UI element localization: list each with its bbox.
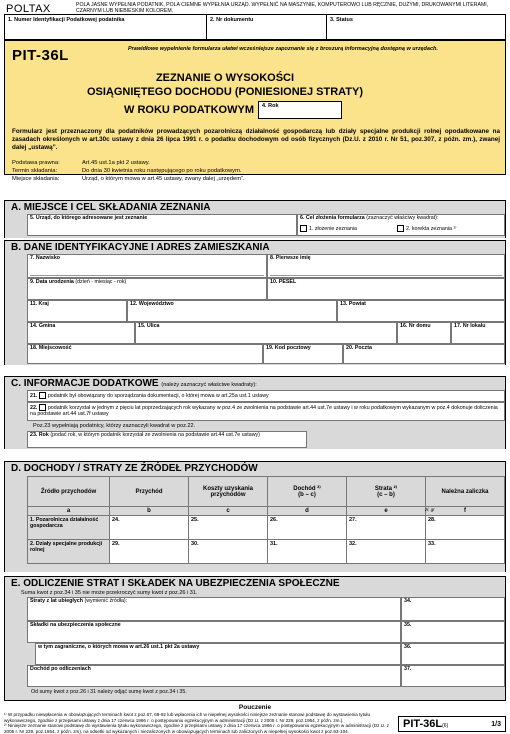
country-label: 11. Kraj xyxy=(30,301,49,307)
cell-number: 28. xyxy=(428,517,436,523)
title-line-3: W ROKU PODATKOWYM xyxy=(124,104,254,116)
pesel-field[interactable] xyxy=(267,278,505,300)
section-c-note: (należy zaznaczyć właściwe kwadraty): xyxy=(161,382,257,388)
street-field[interactable] xyxy=(135,322,397,344)
first-name-label: 8. Pierwsze imię xyxy=(270,255,311,261)
nip-field[interactable] xyxy=(5,15,207,39)
section-c-heading: C. INFORMACJE DODATKOWE xyxy=(11,378,159,389)
nip-label: 1. Numer Identyfikacji Podatkowej podatnika xyxy=(8,17,125,23)
birth-date-field[interactable] xyxy=(27,278,267,300)
row-label: 2. Działy specjalne produkcji rolnej xyxy=(28,540,110,564)
info-21-number: 21. xyxy=(30,392,38,399)
status-label: 3. Status xyxy=(330,17,353,23)
col-advance: Należna zaliczka xyxy=(426,477,505,507)
cell-number: 29. xyxy=(112,541,120,547)
col-income xyxy=(268,477,347,507)
purpose-note: (zaznaczyć właściwy kwadrat): xyxy=(366,215,439,221)
section-b-body xyxy=(4,253,506,365)
currency-unit: zł, gr xyxy=(425,507,435,512)
income-table xyxy=(27,476,505,564)
field-35-number: 35. xyxy=(404,622,412,628)
cell-28[interactable] xyxy=(426,516,505,540)
first-name-field[interactable] xyxy=(267,254,505,278)
cell-number: 32. xyxy=(349,541,357,547)
section-d-body xyxy=(4,474,506,572)
info-22-text: podatnik korzystał w jednym z pięciu lat poprzedzających rok wykazany w poz.4 ze zwolnienia na podstawie art.44 ust.7e ustawy i w roku podatkowym wykazanym w poz.4 dokonuje doliczenia na podstawie art.44 ust.7f ustawy xyxy=(30,404,498,417)
year-label: 4. Rok xyxy=(262,103,279,109)
col-source: Źródło przychodów xyxy=(28,477,110,507)
cell-number: 30. xyxy=(191,541,199,547)
letter-d: d xyxy=(268,507,347,516)
legal-value: Art.45 ust.1a pkt 2 ustawy. xyxy=(82,160,150,166)
city-field[interactable] xyxy=(27,344,263,364)
cell-number: 26. xyxy=(270,517,278,523)
col-costs: Koszty uzyskania przychodów xyxy=(189,477,268,507)
postal-code-field[interactable] xyxy=(263,344,343,364)
col-revenue: Przychód xyxy=(110,477,189,507)
net-income-label-cell xyxy=(27,665,401,687)
footer-version: (6) xyxy=(442,723,449,729)
footnote-2: ²⁾ Niniejsze zeznanie stanowi podstawę do wystawienia tytułu wykonawczego, zgodnie z przepisami ustawy z dnia 17 czerwca 1966 r. o postępowaniu egzekucyjnym w administracji (Dz.U. z 2005 r. Nr 229, poz.1954, z późn. zm), na odsetki od wykazanych i niezaliczonych w obowiązujących terminach lub zaliczonych w niepełnej wysokości kwot z poz.93-104. xyxy=(4,723,389,734)
office-field[interactable] xyxy=(27,214,297,236)
instructions-heading: Pouczenie xyxy=(238,704,272,711)
row-label: 1. Pozarolnicza działalność gospodarcza xyxy=(28,516,110,540)
street-label: 15. Ulica xyxy=(138,323,160,329)
form-header-panel xyxy=(4,40,506,175)
checkbox-icon[interactable] xyxy=(397,225,404,232)
section-e-bottom-note: Od sumy kwot z poz.26 i 31 należy odjąć sumę kwot z poz.34 i 35. xyxy=(31,689,187,695)
intro-text: Formularz jest przeznaczony dla podatników prowadzących pozarolniczą działalność gospodarczą lub działy specjalne produkcji rolnej opodatkowane na zasadach określonych w art.30c ustawy z dnia 26 lipca 1991 r. o podatku dochodowym od osób fizycznych (Dz.U. z 2010 r. Nr 51, poz.307, z późn. zm.), zwanej dalej „ustawą”. xyxy=(12,128,500,151)
legal-value: Urząd, o którym mowa w art.45 ustawy, zwany dalej „urzędem”. xyxy=(82,175,245,182)
pesel-label: 10. PESEL xyxy=(270,279,297,285)
option-submit-label: 1. złożenie zeznania xyxy=(309,225,357,232)
cell-26[interactable] xyxy=(268,516,347,540)
section-a-body xyxy=(4,213,506,238)
checkbox-icon[interactable] xyxy=(39,392,46,399)
purpose-field xyxy=(297,214,505,236)
purpose-label: 6. Cel złożenia formularza xyxy=(300,215,365,221)
losses-label-cell xyxy=(27,597,401,621)
field-34[interactable] xyxy=(401,597,505,621)
foreign-label-cell xyxy=(35,643,401,665)
cell-30[interactable] xyxy=(189,540,268,564)
info-22-number: 22. xyxy=(30,404,38,411)
house-number-label: 16. Nr domu xyxy=(400,323,431,329)
section-b-heading: B. DANE IDENTYFIKACYJNE I ADRES ZAMIESZKANIA xyxy=(11,242,270,253)
cell-27[interactable] xyxy=(347,516,426,540)
doc-number-field[interactable] xyxy=(207,15,327,39)
table-row xyxy=(28,516,505,540)
letter-c: c xyxy=(189,507,268,516)
field-36[interactable] xyxy=(401,643,505,665)
county-field[interactable] xyxy=(337,300,505,322)
field-37-number: 37. xyxy=(404,666,412,672)
form-note: Prawidłowe wypełnienie formularza ułatwi wcześniejsze zapoznanie się z broszurą informacyjną dostępną w urzędach. xyxy=(128,46,438,52)
info-23-label: 23. Rok xyxy=(30,432,49,438)
letter-b: b xyxy=(110,507,189,516)
cell-number: 24. xyxy=(112,517,120,523)
birth-date-note: (dzień - miesiąc - rok) xyxy=(75,279,127,285)
surname-field[interactable] xyxy=(27,254,267,278)
foreign-label: w tym zagraniczne, o których mowa w art.26 ust.1 pkt 2a ustawy xyxy=(38,644,200,650)
country-field[interactable] xyxy=(27,300,127,322)
letter-e: e xyxy=(347,507,426,516)
legal-key: Podstawa prawna: xyxy=(12,160,60,166)
col-loss-label: Strata ²⁾ xyxy=(374,486,398,492)
field-34-number: 34. xyxy=(404,598,412,604)
cell-number: 33. xyxy=(428,541,436,547)
birth-date-label: 9. Data urodzenia xyxy=(30,279,74,285)
post-office-field[interactable] xyxy=(343,344,505,364)
legal-info xyxy=(12,160,500,183)
brand-logo: POLTAX xyxy=(6,3,51,15)
section-e-body xyxy=(4,596,506,701)
title-line-2: OSIĄGNIĘTEGO DOCHODU (PONIESIONEJ STRATY) xyxy=(86,86,364,98)
info-23-field[interactable] xyxy=(27,431,307,448)
section-e-title xyxy=(4,576,506,598)
section-e-note: Suma kwot z poz.34 i 35 nie może przekroczyć sumy kwot z poz.26 i 31. xyxy=(21,590,198,596)
municipality-label: 14. Gmina xyxy=(30,323,56,329)
section-c-body xyxy=(4,389,506,449)
cell-number: 25. xyxy=(191,517,199,523)
voivodeship-label: 12. Województwo xyxy=(130,301,174,307)
footer-code: PIT-36L xyxy=(403,718,443,730)
option-correct[interactable] xyxy=(397,225,456,233)
info-22-row[interactable] xyxy=(27,402,505,421)
apartment-number-label: 17. Nr lokalu xyxy=(454,323,486,329)
section-a-heading: A. MIEJSCE I CEL SKŁADANIA ZEZNANIA xyxy=(11,202,211,213)
field-37[interactable] xyxy=(401,665,505,687)
col-loss xyxy=(347,477,426,507)
field-36-number: 36. xyxy=(404,644,412,650)
year-field[interactable] xyxy=(258,101,342,119)
table-row xyxy=(28,540,505,564)
surname-label: 7. Nazwisko xyxy=(30,255,61,261)
municipality-field[interactable] xyxy=(27,322,135,344)
cell-number: 27. xyxy=(349,517,357,523)
cell-29[interactable] xyxy=(110,540,189,564)
postal-code-label: 19. Kod pocztowy xyxy=(266,345,311,351)
field-35[interactable] xyxy=(401,621,505,643)
info-23-note: (podać rok, w którym podatnik korzystał ze zwolnienia na podstawie art.44 ust.7e ustawy) xyxy=(50,432,260,438)
section-d-heading: D. DOCHODY / STRATY ZE ŹRÓDEŁ PRZYCHODÓW xyxy=(11,463,258,474)
doc-number-label: 2. Nr dokumentu xyxy=(210,17,254,23)
letter-f: f xyxy=(426,507,505,516)
legal-key: Miejsce składania: xyxy=(12,175,60,182)
cell-32[interactable] xyxy=(347,540,426,564)
info-22-note: Poz.23 wypełniają podatnicy, którzy zaznaczyli kwadrat w poz.22. xyxy=(33,423,196,429)
option-submit[interactable] xyxy=(300,225,357,233)
header-box xyxy=(4,14,506,40)
option-correct-label: 2. korekta zeznania ¹⁾ xyxy=(406,225,457,232)
col-income-sub: (b – c) xyxy=(298,492,316,498)
house-number-field[interactable] xyxy=(397,322,451,344)
info-21-text: podatnik był obowiązany do sporządzania dokumentacji, o której mowa w art.25a ust.1 ustawy xyxy=(47,392,269,399)
top-instruction: POLA JASNE WYPEŁNIA PODATNIK, POLA CIEMNE WYPEŁNIA URZĄD. WYPEŁNIĆ NA MASZYNIE, KOMPUTEROWO LUB RĘCZNIE, DUŻYMI, DRUKOWANYMI LITERAMI, CZARNYM LUB NIEBIESKIM KOLOREM. xyxy=(76,2,489,15)
footnotes xyxy=(4,712,392,734)
col-income-label: Dochód ²⁾ xyxy=(293,486,321,492)
voivodeship-field[interactable] xyxy=(127,300,337,322)
title-line-1: ZEZNANIE O WYSOKOŚCI xyxy=(155,72,295,84)
cell-33[interactable] xyxy=(426,540,505,564)
legal-value: Do dnia 30 kwietnia roku następującego po roku podatkowym. xyxy=(82,167,242,174)
county-label: 13. Powiat xyxy=(340,301,366,307)
cell-25[interactable] xyxy=(189,516,268,540)
cell-number: 31. xyxy=(270,541,278,547)
office-label: 5. Urząd, do którego adresowane jest zeznanie xyxy=(30,215,148,221)
checkbox-icon[interactable] xyxy=(300,225,307,232)
status-field[interactable] xyxy=(327,15,505,39)
contributions-label-cell xyxy=(27,621,401,643)
footer-form-code xyxy=(398,716,506,732)
net-income-label: Dochód po odliczeniach xyxy=(30,666,91,672)
contributions-label: Składki na ubezpieczenia społeczne xyxy=(30,622,121,628)
city-label: 18. Miejscowość xyxy=(30,345,72,351)
col-loss-sub: (c – b) xyxy=(377,492,395,498)
losses-label: Straty z lat ubiegłych xyxy=(30,598,83,604)
losses-note: (wymienić źródła): xyxy=(84,598,128,604)
footnote-1: ¹⁾ W przypadku niewpłacenia w obowiązujących terminach kwot z poz.67, 69-92 lub wpłacenia ich w niepełnej wysokości niniejsze zeznanie stanowi podstawę do wystawienia tytułu wykonawczego, zgodnie z przepisami ustawy z dnia 17 czerwca 1966 r. o postępowaniu egzekucyjnym w administracji (Dz.U. z 2005 r. Nr 229, poz.1954, z późn. zm.). xyxy=(4,712,371,723)
info-21-row[interactable] xyxy=(27,390,505,402)
section-e-heading: E. ODLICZENIE STRAT I SKŁADEK NA UBEZPIECZENIA SPOŁECZNE xyxy=(11,578,340,589)
cell-24[interactable] xyxy=(110,516,189,540)
cell-31[interactable] xyxy=(268,540,347,564)
form-code: PIT-36L xyxy=(12,47,69,64)
legal-key: Termin składania: xyxy=(12,167,58,174)
post-office-label: 20. Poczta xyxy=(346,345,372,351)
footer-page: 1/3 xyxy=(491,720,501,728)
apartment-number-field[interactable] xyxy=(451,322,505,344)
letter-a: a xyxy=(28,507,110,516)
